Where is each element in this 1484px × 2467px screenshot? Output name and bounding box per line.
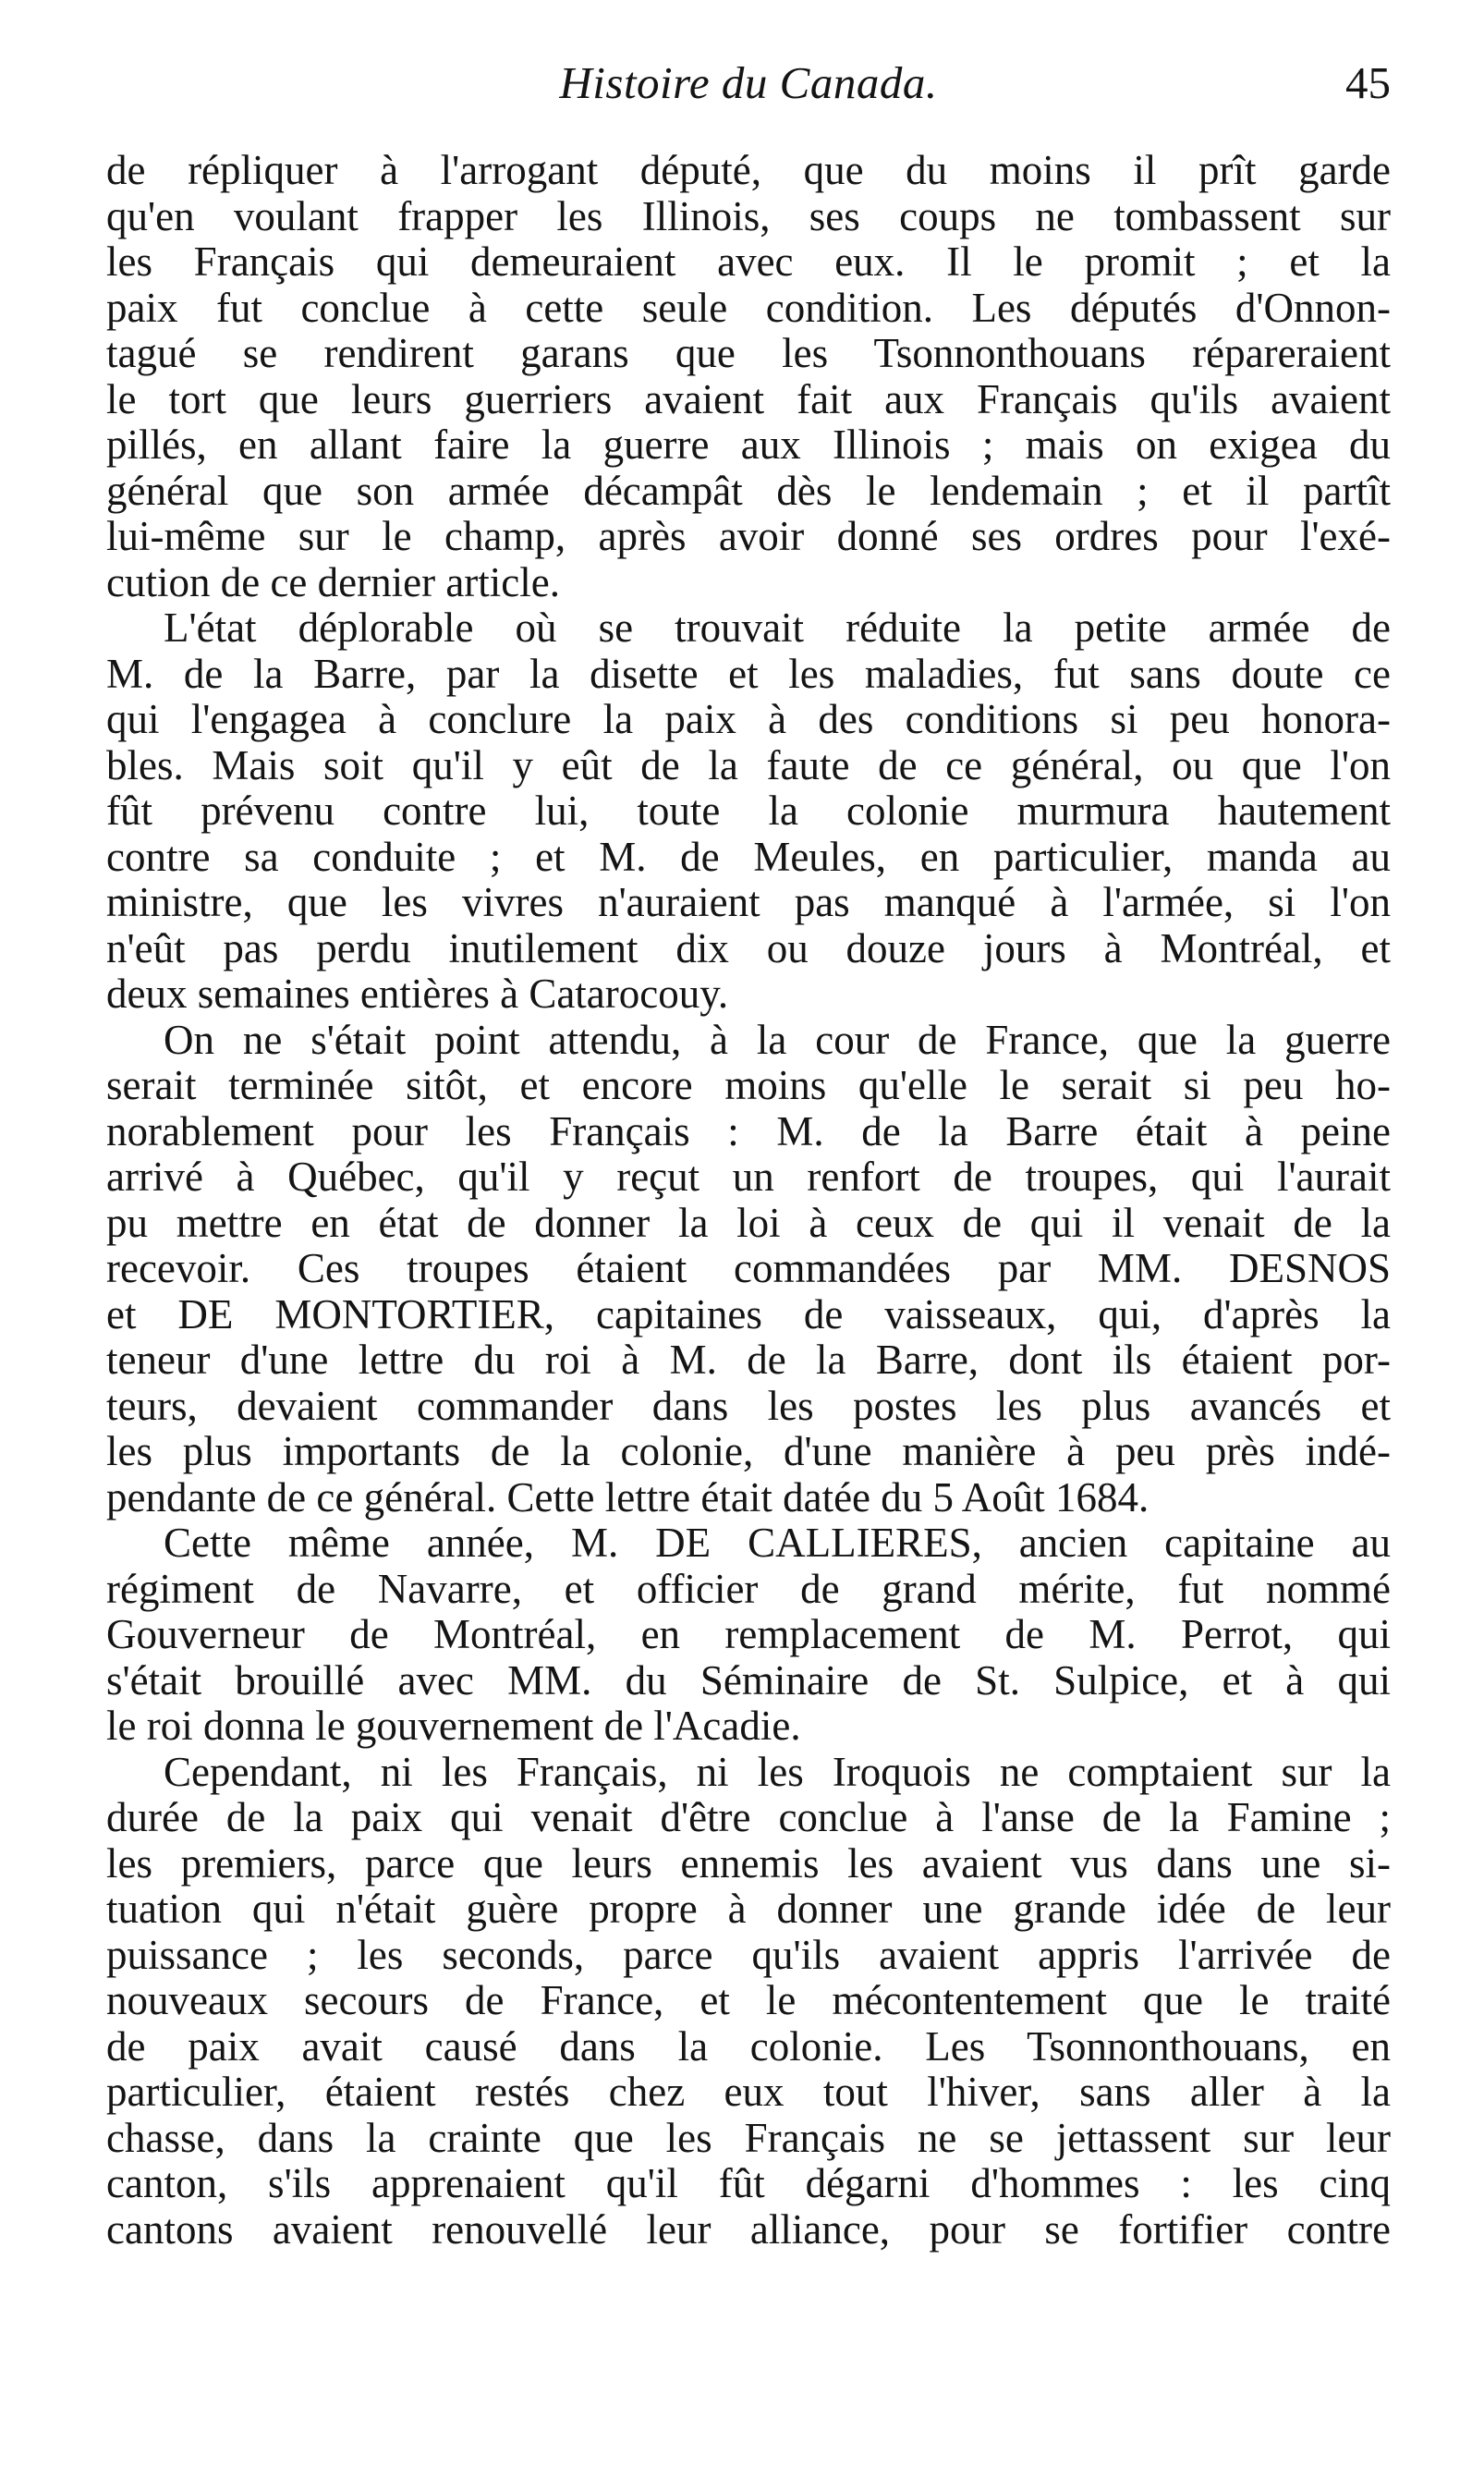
text-line: qu'en voulant frapper les Illinois, ses coups ne tombassent sur: [106, 193, 1391, 239]
text-line: qui l'engagea à conclure la paix à des conditions si peu honora-: [106, 697, 1391, 742]
text-line: Cependant, ni les Français, ni les Iroquois ne comptaient sur la: [164, 1749, 1391, 1795]
text-line: tagué se rendirent garans que les Tsonnonthouans répareraient: [106, 331, 1391, 376]
body-text: [106, 148, 1391, 2253]
text-line: chasse, dans la crainte que les Français ne se jettassent sur leur: [106, 2115, 1391, 2161]
text-line: les Français qui demeuraient avec eux. Il le promit ; et la: [106, 239, 1391, 285]
text-line: teurs, devaient commander dans les postes les plus avancés et: [106, 1383, 1391, 1429]
text-line: L'état déplorable où se trouvait réduite la petite armée de: [164, 605, 1391, 651]
text-line: pu mettre en état de donner la loi à ceux de qui il venait de la: [106, 1200, 1391, 1246]
text-line: et DE MONTORTIER, capitaines de vaisseaux, qui, d'après la: [106, 1291, 1391, 1337]
paragraph-3: [106, 1018, 1391, 1521]
text-line: canton, s'ils apprenaient qu'il fût dégarni d'hommes : les cinq: [106, 2161, 1391, 2206]
text-line: norablement pour les Français : M. de la Barre était à peine: [106, 1108, 1391, 1154]
running-title: Histoire du Canada.: [559, 57, 938, 108]
text-line: lui-même sur le champ, après avoir donné ses ordres pour l'exé-: [106, 514, 1391, 559]
text-line: puissance ; les seconds, parce qu'ils avaient appris l'arrivée de: [106, 1932, 1391, 1978]
text-line: recevoir. Ces troupes étaient commandées par MM. DESNOS: [106, 1246, 1391, 1291]
text-line: les plus importants de la colonie, d'une manière à peu près indé-: [106, 1429, 1391, 1474]
text-line: serait terminée sitôt, et encore moins qu'elle le serait si peu ho-: [106, 1063, 1391, 1108]
text-line: durée de la paix qui venait d'être conclue à l'anse de la Famine ;: [106, 1795, 1391, 1840]
text-line: général que son armée décampât dès le lendemain ; et il partît: [106, 468, 1391, 514]
text-line: le tort que leurs guerriers avaient fait aux Français qu'ils avaient: [106, 376, 1391, 422]
text-line: M. de la Barre, par la disette et les maladies, fut sans doute ce: [106, 651, 1391, 697]
text-line: arrivé à Québec, qu'il y reçut un renfort de troupes, qui l'aurait: [106, 1154, 1391, 1200]
paragraph-4: [106, 1521, 1391, 1750]
paragraph-1: [106, 148, 1391, 605]
text-line: particulier, étaient restés chez eux tout l'hiver, sans aller à la: [106, 2070, 1391, 2115]
text-line: fût prévenu contre lui, toute la colonie murmura hautement: [106, 788, 1391, 834]
text-line: teneur d'une lettre du roi à M. de la Barre, dont ils étaient por-: [106, 1337, 1391, 1383]
text-line: pendante de ce général. Cette lettre était datée du 5 Août 1684.: [106, 1474, 1149, 1521]
text-line: contre sa conduite ; et M. de Meules, en particulier, manda au: [106, 834, 1391, 880]
text-line: Cette même année, M. DE CALLIERES, ancien capitaine au: [164, 1521, 1391, 1566]
text-line: On ne s'était point attendu, à la cour de France, que la guerre: [164, 1017, 1391, 1063]
text-line: pillés, en allant faire la guerre aux Illinois ; mais on exigea du: [106, 422, 1391, 468]
text-line: n'eût pas perdu inutilement dix ou douze jours à Montréal, et: [106, 925, 1391, 971]
text-line: Gouverneur de Montréal, en remplacement de M. Perrot, qui: [106, 1612, 1391, 1657]
text-line: bles. Mais soit qu'il y eût de la faute de ce général, ou que l'on: [106, 742, 1391, 788]
text-line: régiment de Navarre, et officier de grand mérite, fut nommé: [106, 1566, 1391, 1612]
running-head: [106, 46, 1391, 120]
text-line: deux semaines entières à Catarocouy.: [106, 971, 729, 1017]
paragraph-5: [106, 1750, 1391, 2253]
text-line: cution de ce dernier article.: [106, 559, 560, 605]
text-line: nouveaux secours de France, et le mécontentement que le traité: [106, 1978, 1391, 2023]
page-number: 45: [1345, 57, 1391, 108]
text-line: s'était brouillé avec MM. du Séminaire de St. Sulpice, et à qui: [106, 1657, 1391, 1704]
text-line: de paix avait causé dans la colonie. Les Tsonnonthouans, en: [106, 2023, 1391, 2070]
text-line: ministre, que les vivres n'auraient pas manqué à l'armée, si l'on: [106, 880, 1391, 925]
text-line: le roi donna le gouvernement de l'Acadie.: [106, 1704, 801, 1749]
paragraph-2: [106, 605, 1391, 1018]
text-line: les premiers, parce que leurs ennemis les avaient vus dans une si-: [106, 1840, 1391, 1887]
text-line: paix fut conclue à cette seule condition. Les députés d'Onnon-: [106, 285, 1391, 331]
text-line: cantons avaient renouvellé leur alliance, pour se fortifier contre: [106, 2206, 1391, 2253]
text-line: tuation qui n'était guère propre à donner une grande idée de leur: [106, 1887, 1391, 1932]
text-line: de répliquer à l'arrogant député, que du moins il prît garde: [106, 148, 1391, 193]
